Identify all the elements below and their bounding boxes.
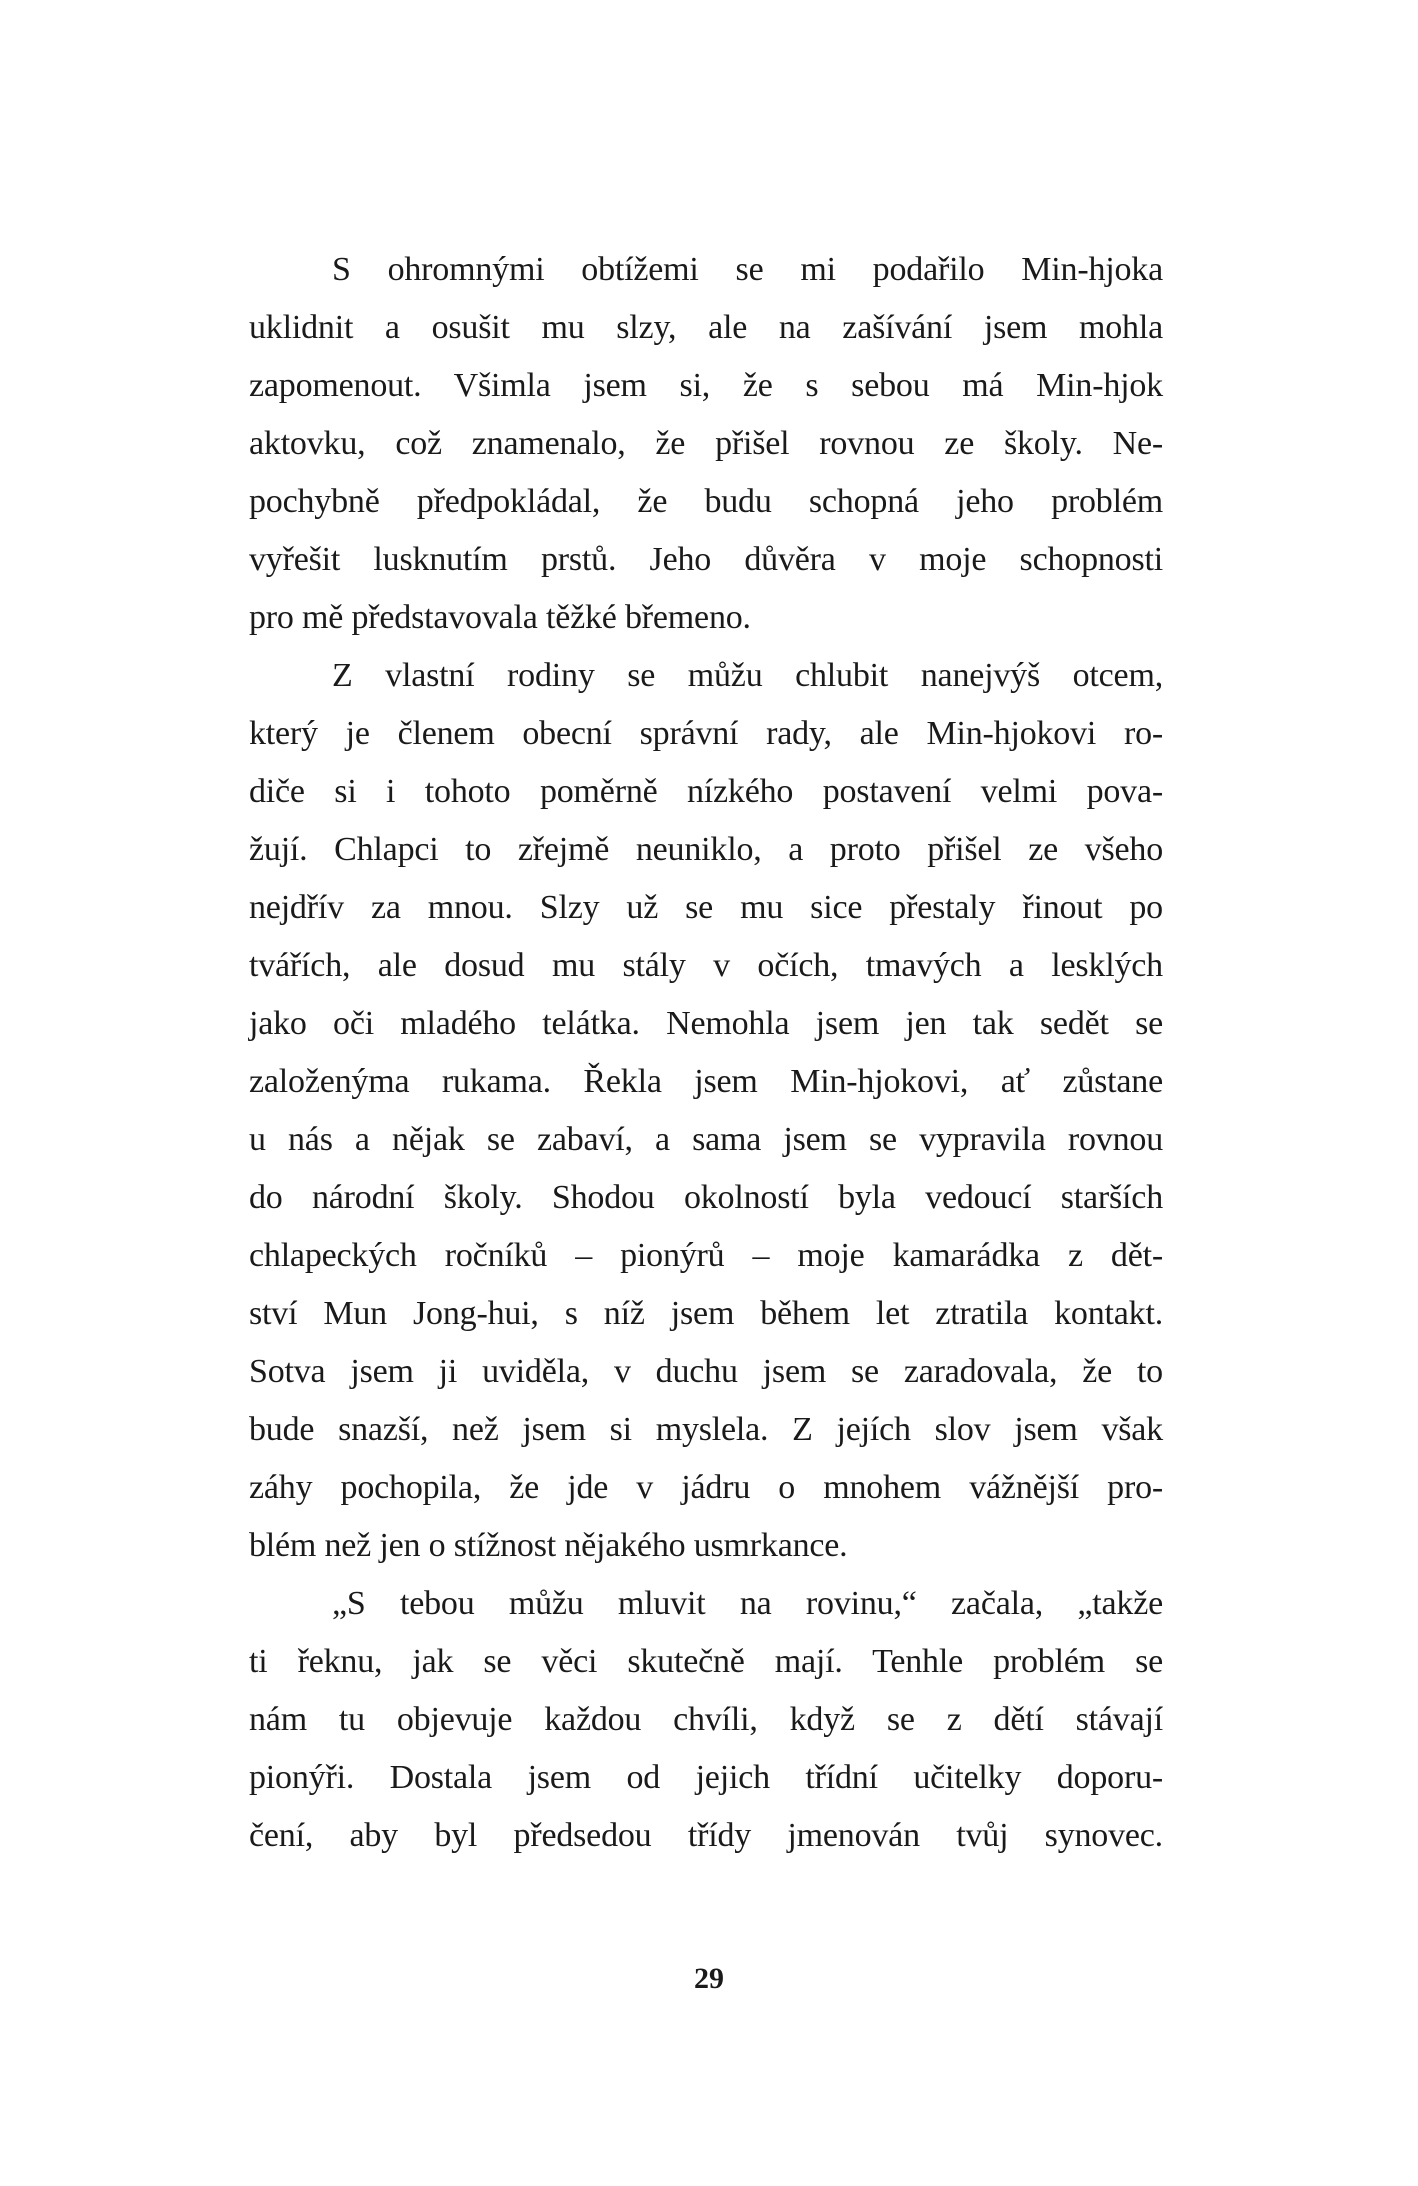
text-line: bude snazší, než jsem si myslela. Z jejích slov jsem však (249, 1411, 1163, 1448)
text-line: nejdřív za mnou. Slzy už se mu sice přestaly řinout po (249, 889, 1163, 926)
text-line: „S tebou můžu mluvit na rovinu,“ začala, „takže (332, 1585, 1163, 1622)
text-line: založenýma rukama. Řekla jsem Min-hjokovi, ať zůstane (249, 1063, 1163, 1100)
text-line: diče si i tohoto poměrně nízkého postavení velmi pova- (249, 773, 1163, 810)
text-line: vyřešit lusknutím prstů. Jeho důvěra v moje schopnosti (249, 541, 1163, 578)
paragraph (249, 1575, 1163, 1865)
page-number: 29 (694, 1962, 724, 1995)
paragraph (249, 241, 1163, 647)
text-line: uklidnit a osušit mu slzy, ale na zašívání jsem mohla (249, 309, 1163, 346)
text-line: pro mě představovala těžké břemeno. (249, 599, 751, 636)
text-line: aktovku, což znamenalo, že přišel rovnou ze školy. Ne- (249, 425, 1163, 462)
text-line: čení, aby byl předsedou třídy jmenován tvůj synovec. (249, 1817, 1163, 1854)
text-line: do národní školy. Shodou okolností byla vedoucí starších (249, 1179, 1163, 1216)
text-line: ti řeknu, jak se věci skutečně mají. Tenhle problém se (249, 1643, 1163, 1680)
text-line: záhy pochopila, že jde v jádru o mnohem vážnější pro- (249, 1469, 1163, 1506)
text-line: zapomenout. Všimla jsem si, že s sebou má Min-hjok (249, 367, 1163, 404)
text-line: u nás a nějak se zabaví, a sama jsem se vypravila rovnou (249, 1121, 1163, 1158)
text-line: Z vlastní rodiny se můžu chlubit nanejvýš otcem, (332, 657, 1163, 694)
text-line: nám tu objevuje každou chvíli, když se z dětí stávají (249, 1701, 1163, 1738)
body-text (249, 241, 1163, 1865)
text-line: pionýři. Dostala jsem od jejich třídní učitelky doporu- (249, 1759, 1163, 1796)
paragraph (249, 647, 1163, 1575)
text-line: pochybně předpokládal, že budu schopná jeho problém (249, 483, 1163, 520)
text-line: S ohromnými obtížemi se mi podařilo Min-hjoka (332, 251, 1163, 288)
text-line: chlapeckých ročníků – pionýrů – moje kamarádka z dět- (249, 1237, 1163, 1274)
text-line: Sotva jsem ji uviděla, v duchu jsem se zaradovala, že to (249, 1353, 1163, 1390)
text-line: žují. Chlapci to zřejmě neuniklo, a proto přišel ze všeho (249, 831, 1163, 868)
text-line: ství Mun Jong-hui, s níž jsem během let ztratila kontakt. (249, 1295, 1163, 1332)
text-line: který je členem obecní správní rady, ale Min-hjokovi ro- (249, 715, 1163, 752)
text-line: jako oči mladého telátka. Nemohla jsem jen tak sedět se (249, 1005, 1163, 1042)
text-line: tvářích, ale dosud mu stály v očích, tmavých a lesklých (249, 947, 1163, 984)
text-line: blém než jen o stížnost nějakého usmrkance. (249, 1527, 848, 1564)
